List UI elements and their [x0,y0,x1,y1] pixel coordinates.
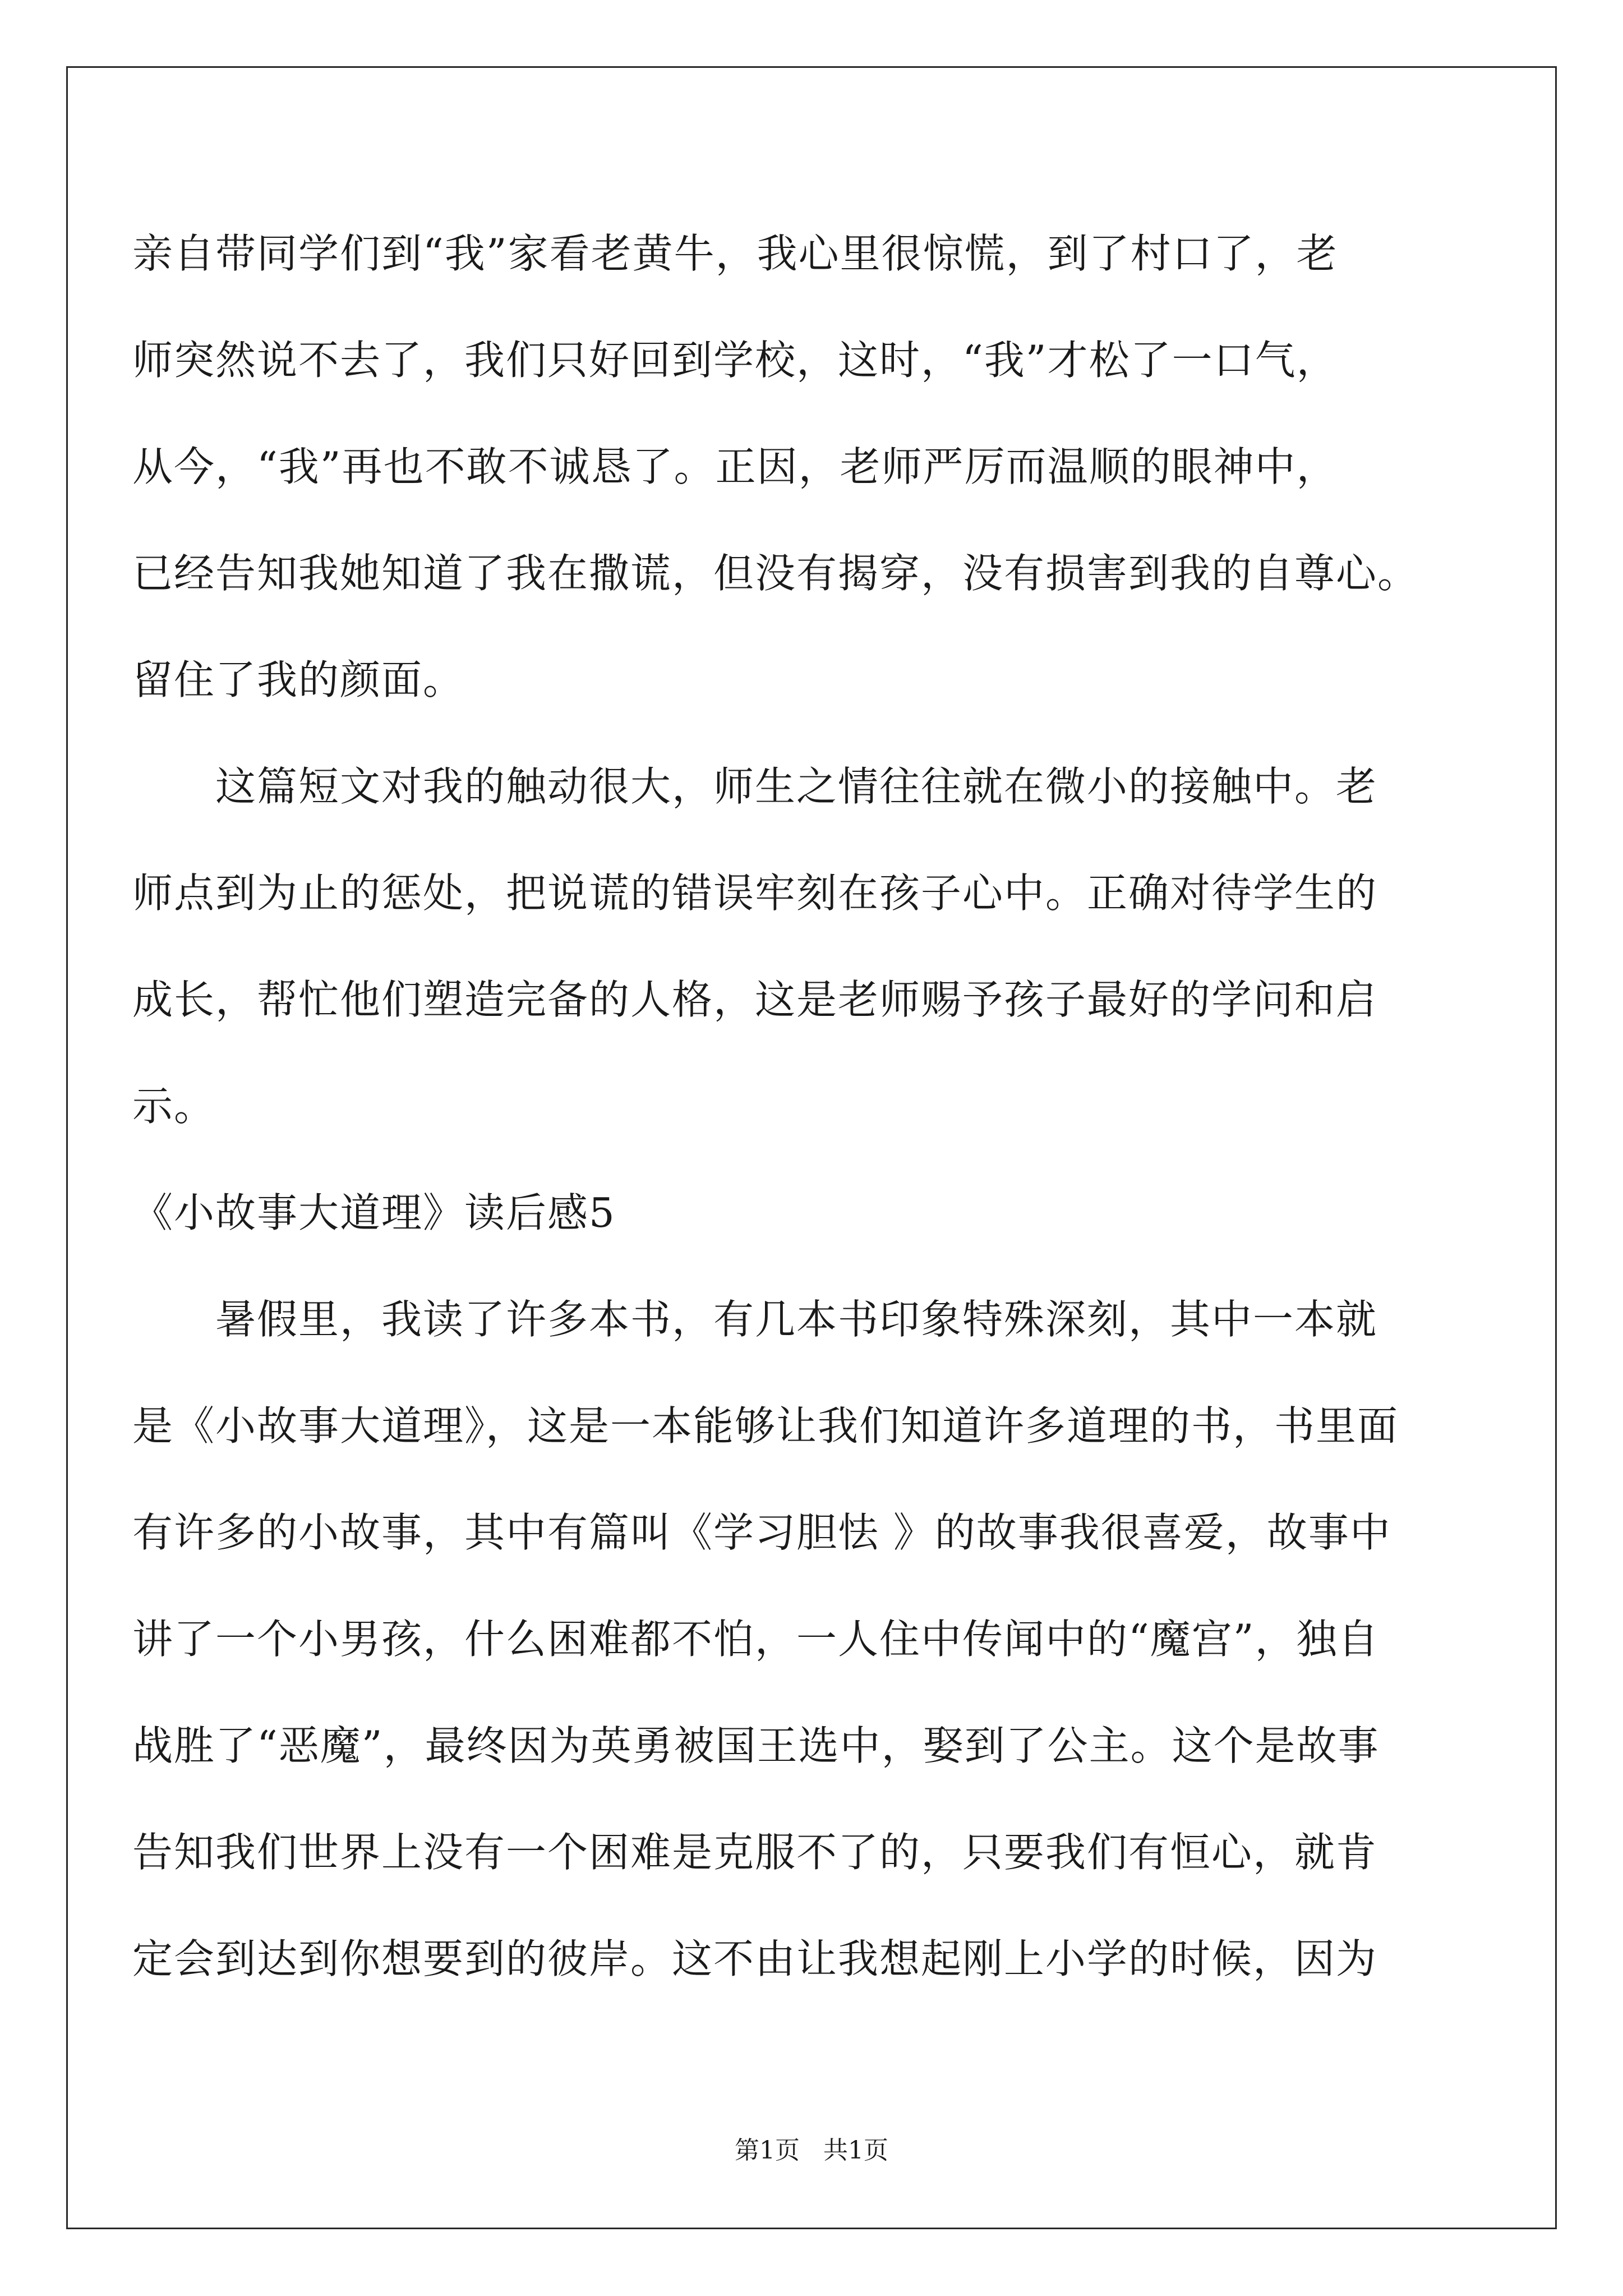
text-line: 这篇短文对我的触动很大，师生之情往往就在微小的接触中。老 [132,763,1378,810]
text-line: 战胜了“恶魔”，最终因为英勇被国王选中，娶到了公主。这个是故事 [132,1722,1380,1769]
text-line: 讲了一个小男孩，什么困难都不怕，一人住中传闻中的“魔宫”，独自 [132,1616,1380,1663]
text-line: 留住了我的颜面。 [132,656,465,703]
text-line: 是《小故事大道理》，这是一本能够让我们知道许多道理的书，书里面 [132,1402,1399,1450]
text-line: 定会到达到你想要到的彼岸。这不由让我想起刚上小学的时候，因为 [132,1935,1378,1982]
text-line: 示。 [132,1083,216,1130]
page-number: 第1页 [735,2136,800,2165]
text-line: 师点到为止的惩处，把说谎的错误牢刻在孩子心中。正确对待学生的 [132,869,1378,917]
section-heading: 《小故事大道理》读后感5 [132,1189,616,1236]
text-line: 师突然说不去了，我们只好回到学校，这时，“我”才松了一口气， [132,337,1338,384]
text-line: 从今，“我”再也不敢不诚恳了。正因，老师严厉而温顺的眼神中， [132,443,1338,490]
text-line: 有许多的小故事，其中有篇叫《学习胆怯 》的故事我很喜爱，故事中 [132,1509,1391,1556]
page-total: 共1页 [823,2136,888,2165]
page-border [66,66,1557,2229]
text-line: 告知我们世界上没有一个困难是克服不了的，只要我们有恒心，就肯 [132,1829,1378,1876]
text-line: 已经告知我她知道了我在撒谎，但没有揭穿，没有损害到我的自尊心。 [132,550,1419,597]
text-line: 亲自带同学们到“我”家看老黄牛，我心里很惊慌，到了村口了，老 [132,230,1338,277]
text-line: 暑假里，我读了许多本书，有几本书印象特殊深刻，其中一本就 [132,1296,1378,1343]
text-line: 成长，帮忙他们塑造完备的人格，这是老师赐予孩子最好的学问和启 [132,976,1378,1023]
page-footer [0,2134,1623,2168]
